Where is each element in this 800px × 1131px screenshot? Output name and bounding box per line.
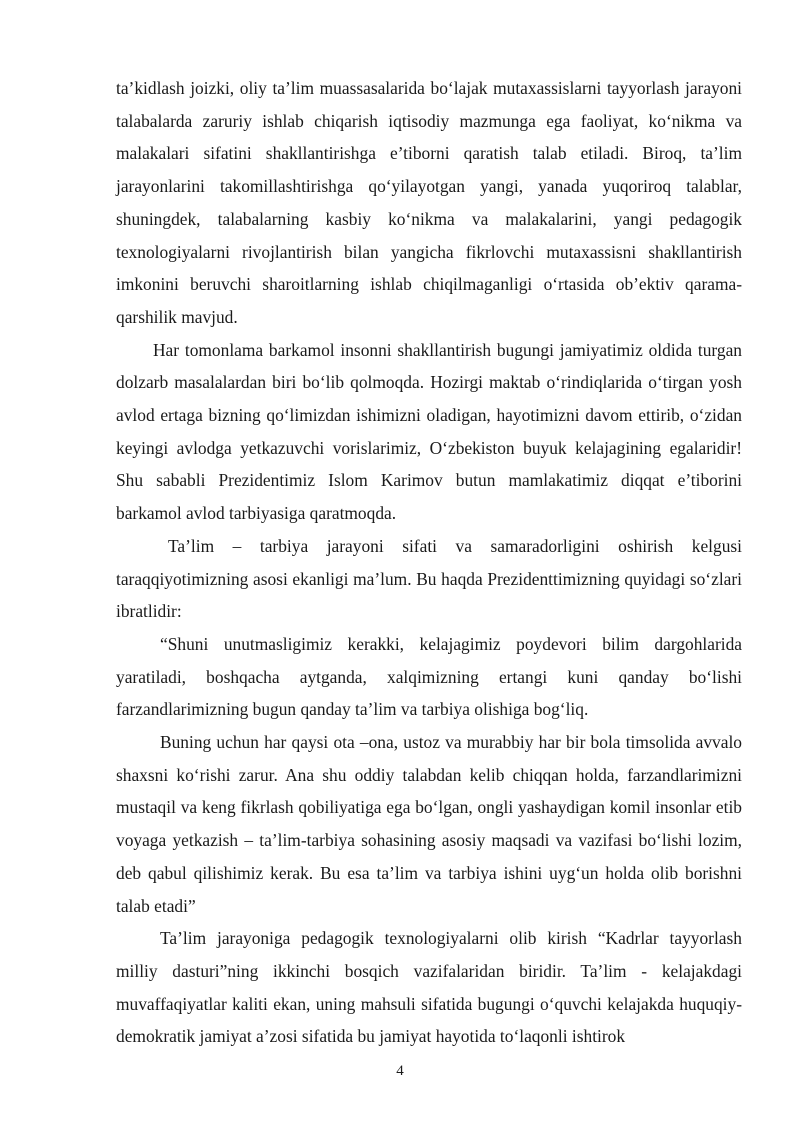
paragraph-1: ta’kidlash joizki, oliy ta’lim muassasalarida bo‘lajak mutaxassislarni tayyorlash jarayoni talabalarda zaruriy ishlab chiqarish iqtisodiy mazmunga ega faoliyat, ko‘nikma va malakalari sifatini shakllantirishga e’tiborni qaratish talab etiladi. Biroq, ta’lim jarayonlarini takomillashtirishga qo‘yilayotgan yangi, yanada yuqoriroq talablar, shuningdek, talabalarning kasbiy ko‘nikma va malakalarini, yangi pedagogik texnologiyalarni rivojlantirish bilan yangicha fikrlovchi mutaxassisni shakllantirish imkonini beruvchi sharoitlarning ishlab chiqilmaganligi o‘rtasida ob’ektiv qarama-qarshilik mavjud. xyxy=(116,78,742,327)
quote-paragraph-1: “Shuni unutmasligimiz kerakki, kelajagimiz poydevori bilim dargohlarida yaratiladi, boshqacha aytganda, xalqimizning ertangi kuni qanday bo‘lishi farzandlarimizning bugun qanday ta’lim va tarbiya olishiga bog‘liq. xyxy=(116,633,742,720)
paragraph-2: Har tomonlama barkamol insonni shakllantirish bugungi jamiyatimiz oldida turgan dolzarb masalalardan biri bo‘lib qolmoqda. Hozirgi maktab o‘rindiqlarida o‘tirgan yosh avlod ertaga bizning qo‘limizdan ishimizni oladigan, hayotimizni davom ettirib, o‘zidan keyingi avlodga yetkazuvchi vorislarimiz, O‘zbekiston buyuk kelajagining egalaridir! Shu sababli Prezidentimiz Islom Karimov butun mamlakatimiz diqqat e’tiborini barkamol avlod tarbiyasiga qaratmoqda. xyxy=(116,339,742,524)
paragraph-3: Ta’lim – tarbiya jarayoni sifati va samaradorligini oshirish kelgusi taraqqiyotimizning asosi ekanligi ma’lum. Bu haqda Prezidenttimizning quyidagi so‘zlari ibratlidir: xyxy=(116,535,742,622)
page-number: 4 xyxy=(396,1063,404,1079)
quote-paragraph-2: Buning uchun har qaysi ota –ona, ustoz va murabbiy har bir bola timsolida avvalo shaxsni ko‘rishi zarur. Ana shu oddiy talabdan kelib chiqqan holda, farzandlarimizni mustaqil va keng fikrlash qobiliyatiga ega bo‘lgan, ongli yashaydigan komil insonlar etib voyaga yetkazish – ta’lim-tarbiya sohasining asosiy maqsadi va vazifasi bo‘lishi lozim, deb qabul qilishimiz kerak. Bu esa ta’lim va tarbiya ishini uyg‘un holda olib borishni talab etadi” xyxy=(116,732,742,916)
body-text xyxy=(116,72,742,1053)
paragraph-6: Ta’lim jarayoniga pedagogik texnologiyalarni olib kirish “Kadrlar tayyorlash milliy dasturi”ning ikkinchi bosqich vazifalaridan biridir. Ta’lim - kelajakdagi muvaffaqiyatlar kaliti ekan, uning mahsuli sifatida bugungi o‘quvchi kelajakda huquqiy-demokratik jamiyat a’zosi sifatida bu jamiyat hayotida to‘laqonli ishtirok xyxy=(116,928,742,1047)
